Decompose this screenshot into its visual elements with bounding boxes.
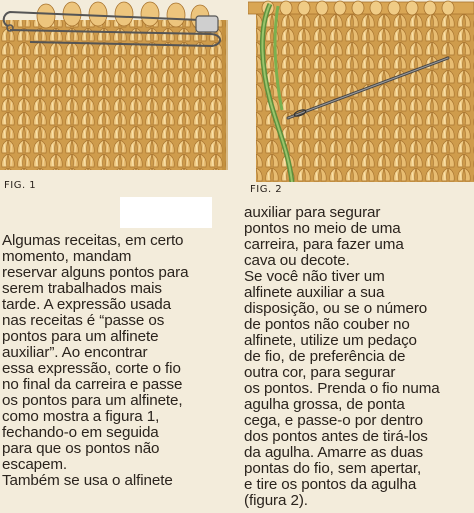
blank-label-area	[120, 197, 212, 228]
text-line: serem trabalhados mais	[2, 280, 162, 297]
text-line: de fio, de preferência de	[244, 348, 406, 365]
text-line: outra cor, para segurar	[244, 364, 396, 381]
text-line: disposição, ou se o número	[244, 300, 428, 317]
text-line: pontos no meio de uma	[244, 220, 401, 237]
text-line: cega, e passe-o por dentro	[244, 412, 423, 429]
text-line: e tire os pontos da agulha	[244, 476, 417, 493]
text-line: no final da carreira e passe	[2, 376, 183, 393]
figure-2-illustration	[248, 0, 474, 182]
figure-2-caption: FIG. 2	[250, 184, 283, 195]
text-line: (figura 2).	[244, 492, 308, 509]
text-line: Se você não tiver um	[244, 268, 385, 285]
figure-1-illustration	[0, 0, 238, 172]
knitted-swatch-safety-pin-image	[0, 0, 238, 172]
knitted-swatch-needle-yarn-image	[248, 0, 474, 182]
text-line: tarde. A expressão usada	[2, 296, 171, 313]
text-line: os pontos para um alfinete,	[2, 392, 183, 409]
text-line: auxiliar”. Ao encontrar	[2, 344, 148, 361]
left-text-column	[2, 233, 234, 489]
right-text-column	[244, 205, 472, 509]
text-line: alfinete auxiliar a sua	[244, 284, 385, 301]
text-line: agulha grossa, de ponta	[244, 396, 405, 413]
text-line: Também se usa o alfinete	[2, 472, 173, 489]
text-line: de pontos não couber no	[244, 316, 410, 333]
text-line: Algumas receitas, em certo	[2, 232, 184, 249]
text-line: essa expressão, corte o fio	[2, 360, 181, 377]
text-line: pontos para um alfinete	[2, 328, 159, 345]
text-line: carreira, para fazer uma	[244, 236, 404, 253]
text-line: cava ou decote.	[244, 252, 350, 269]
text-line: pontas do fio, sem apertar,	[244, 460, 422, 477]
text-line: dos pontos antes de tirá-los	[244, 428, 428, 445]
text-line: momento, mandam	[2, 248, 132, 265]
text-line: os pontos. Prenda o fio numa	[244, 380, 440, 397]
text-line: alfinete, utilize um pedaço	[244, 332, 417, 349]
text-line: escapem.	[2, 456, 68, 473]
text-line: para que os pontos não	[2, 440, 160, 457]
figure-1-caption: FIG. 1	[4, 180, 37, 191]
text-line: nas receitas é “passe os	[2, 312, 165, 329]
text-line: como mostra a figura 1,	[2, 408, 160, 425]
text-line: da agulha. Amarre as duas	[244, 444, 424, 461]
text-line: auxiliar para segurar	[244, 204, 381, 221]
text-line: reservar alguns pontos para	[2, 264, 189, 281]
text-line: fechando-o em seguida	[2, 424, 159, 441]
